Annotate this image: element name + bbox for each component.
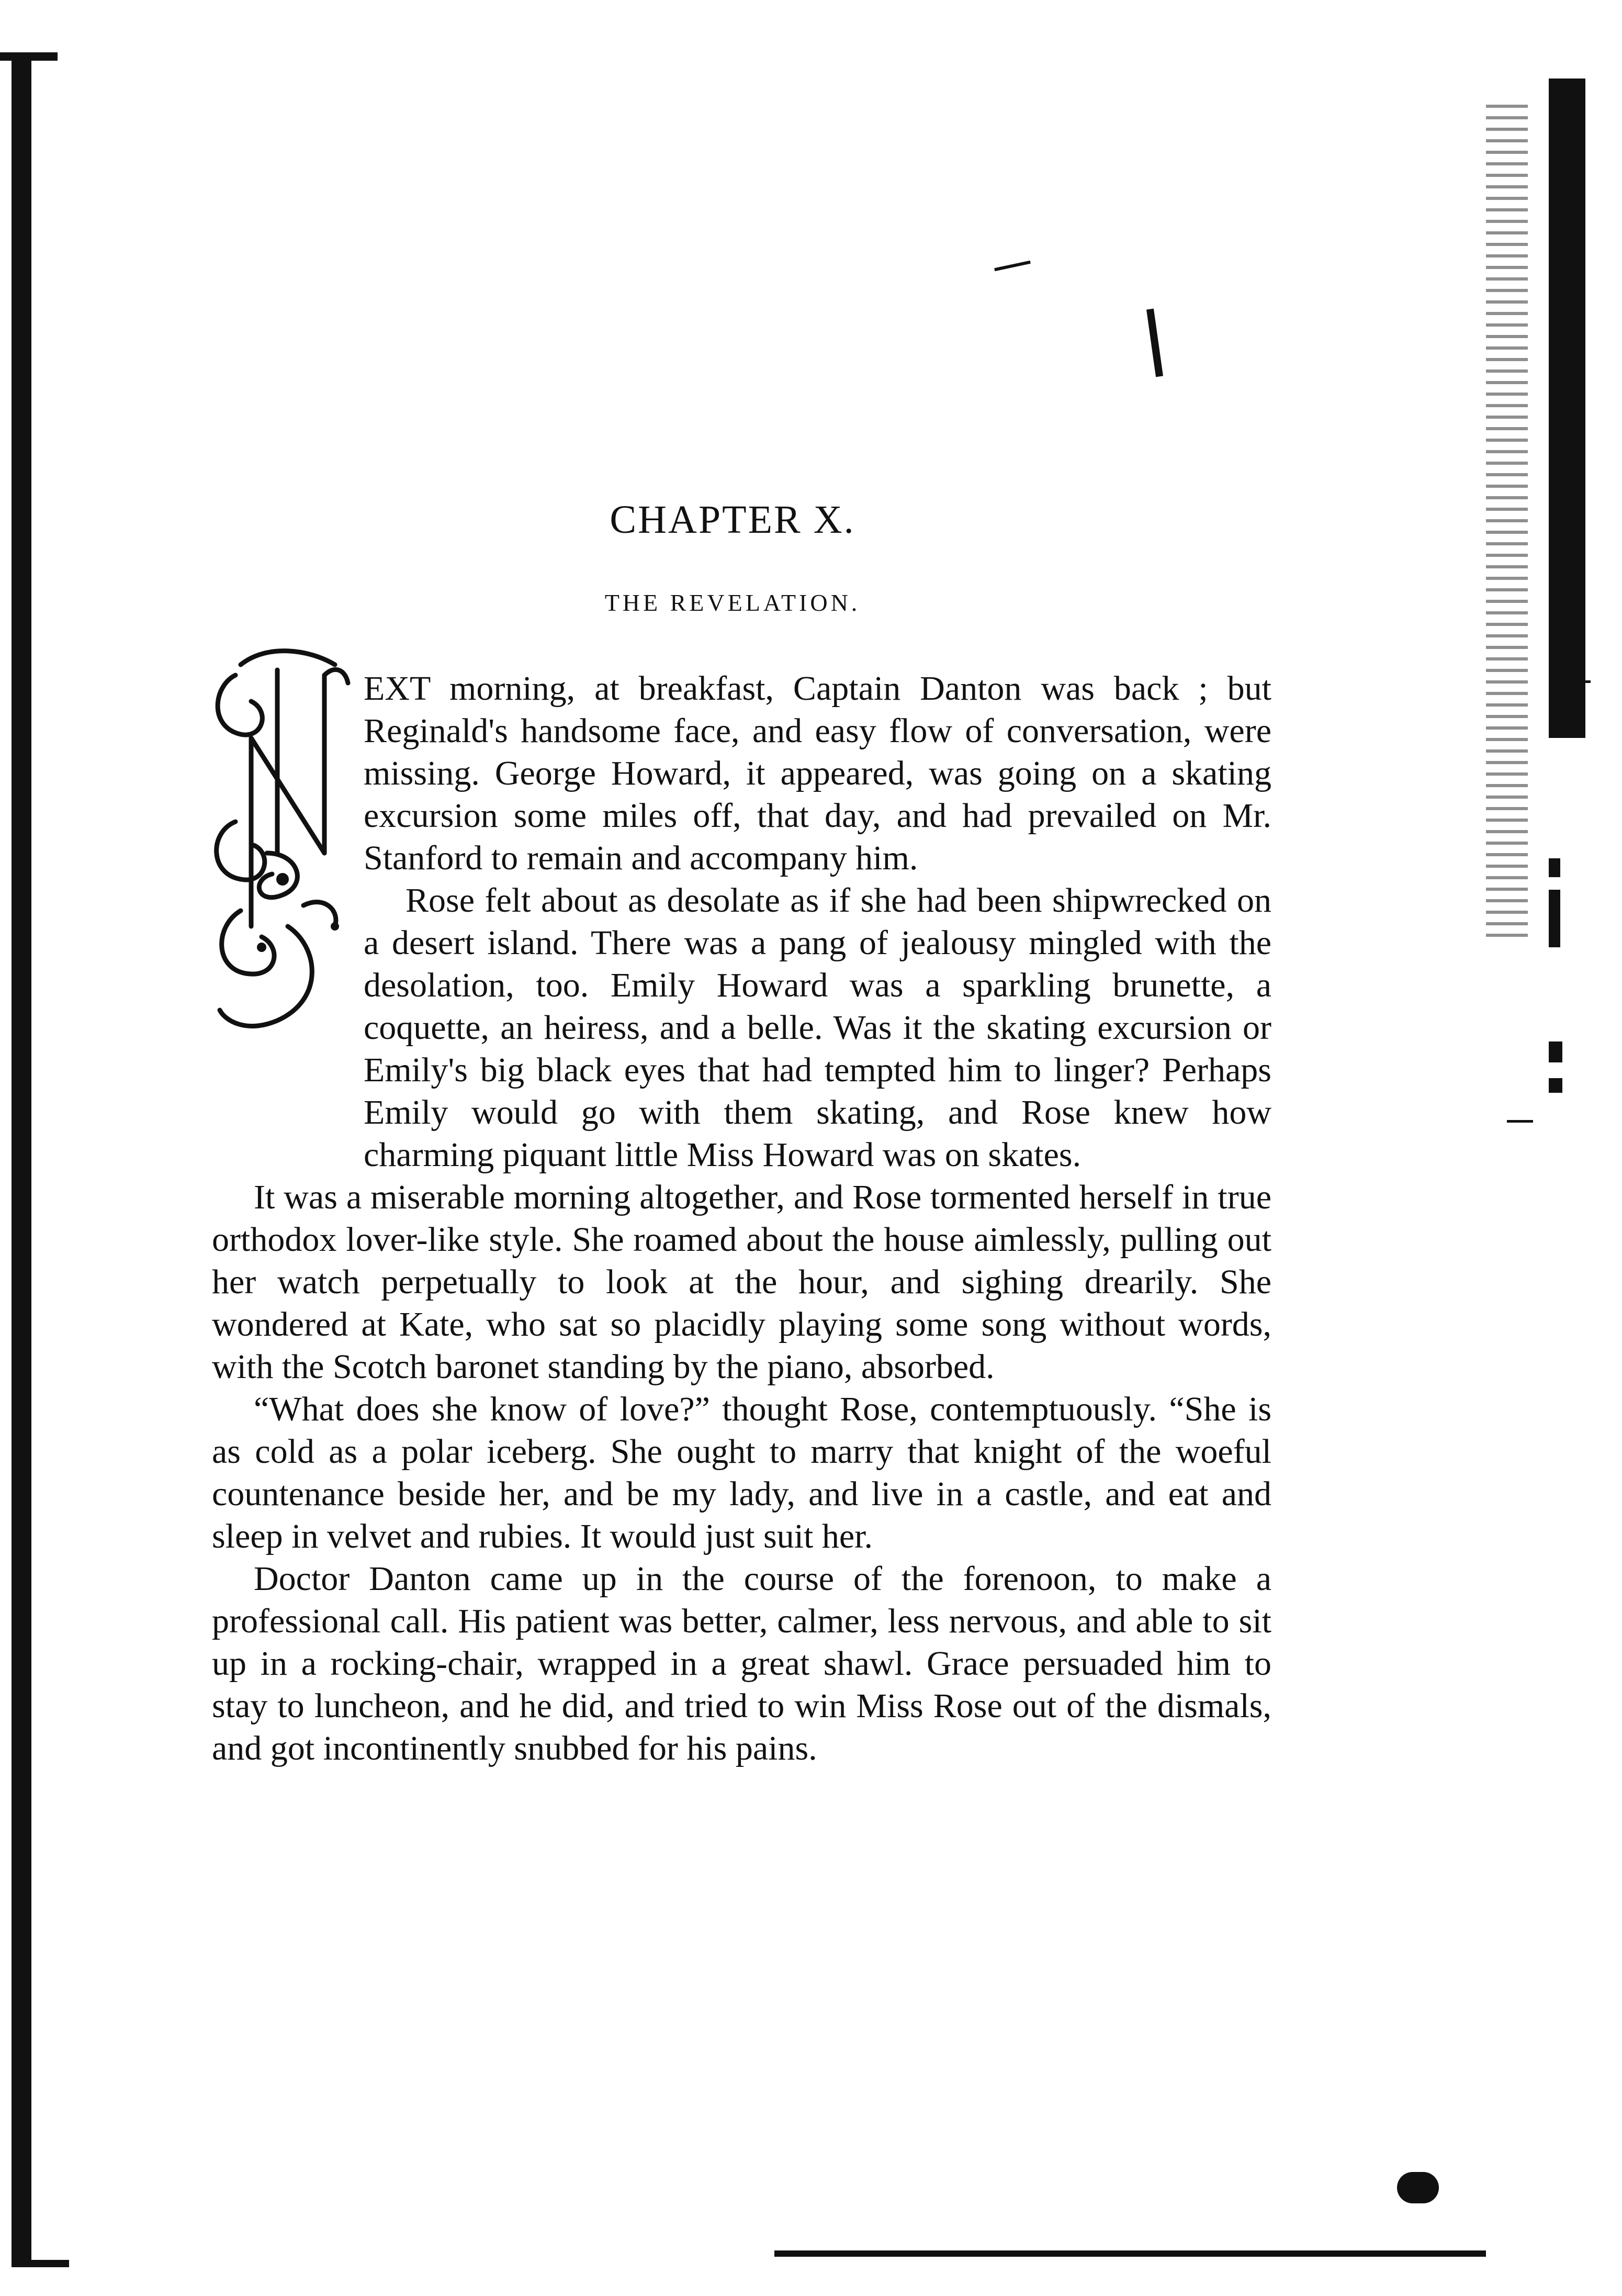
scan-speck <box>1549 890 1560 947</box>
scan-speck <box>994 261 1031 271</box>
paragraph <box>212 667 1271 879</box>
scan-edge-right <box>1549 79 1585 738</box>
scan-speck <box>1564 680 1591 683</box>
scan-speck <box>1549 858 1560 877</box>
ink-blot <box>1397 2172 1439 2203</box>
paragraph: It was a miserable morning altogether, and Rose tormented herself in true orthodox lover-like style. She roamed about the house aimlessly, pulling out her watch perpetually to look at the hour, and sighing drearily. She wondered at Kate, who sat so placidly playing some song without words, with the Scotch baronet standing by the piano, absorbed. <box>212 1178 1271 1386</box>
scan-noise-strip <box>1486 105 1528 942</box>
scan-speck <box>1549 1041 1562 1062</box>
scan-edge-left <box>12 58 31 2266</box>
scan-speck <box>1146 309 1163 377</box>
chapter-body <box>212 667 1271 1769</box>
scan-edge-bottom-left <box>12 2260 69 2267</box>
paragraph: “What does she know of love?” thought Rose, contemptuously. “She is as cold as a polar iceberg. She ought to marry that knight of the woeful countenance beside her, and be my lady, and live in a castle, and eat and sleep in velvet and rubies. It would just suit her. <box>212 1390 1271 1555</box>
chapter-title: THE REVELATION. <box>604 589 861 616</box>
paragraph: Rose felt about as desolate as if she had been shipwrecked on a desert island. There was a pang of jealousy mingled with the desolation, too. Emily Howard was a sparkling brunette, a coquette, an heiress, and a belle. Was it the skating excursion or Emily's big black eyes that had tempted him to linger? Perhaps Emily would go with them skating, and Rose knew how charming piquant little Miss Howard was on skates. <box>364 881 1271 1174</box>
paragraph: Doctor Danton came up in the course of the forenoon, to make a professional call. His patient was better, calmer, less nervous, and able to sit up in a rocking-chair, wrapped in a great shawl. Grace persuaded him to stay to luncheon, and he did, and tried to win Miss Rose out of the dismals, and got incontinently snubbed for his pains. <box>212 1560 1271 1767</box>
scan-speck <box>1507 1120 1533 1123</box>
chapter-heading: CHAPTER X. <box>610 498 855 542</box>
scan-edge-bottom <box>774 2250 1486 2257</box>
scan-speck <box>1549 1078 1562 1093</box>
paragraph-text: EXT morning, at breakfast, Captain Danton was back ; but Reginald's handsome face, and easy flow of conversation, were missing. George Howard, it appeared, was going on a skating excursion some miles off, that day, and had prevailed on Mr. Stanford to remain and accompany him. <box>364 669 1271 877</box>
